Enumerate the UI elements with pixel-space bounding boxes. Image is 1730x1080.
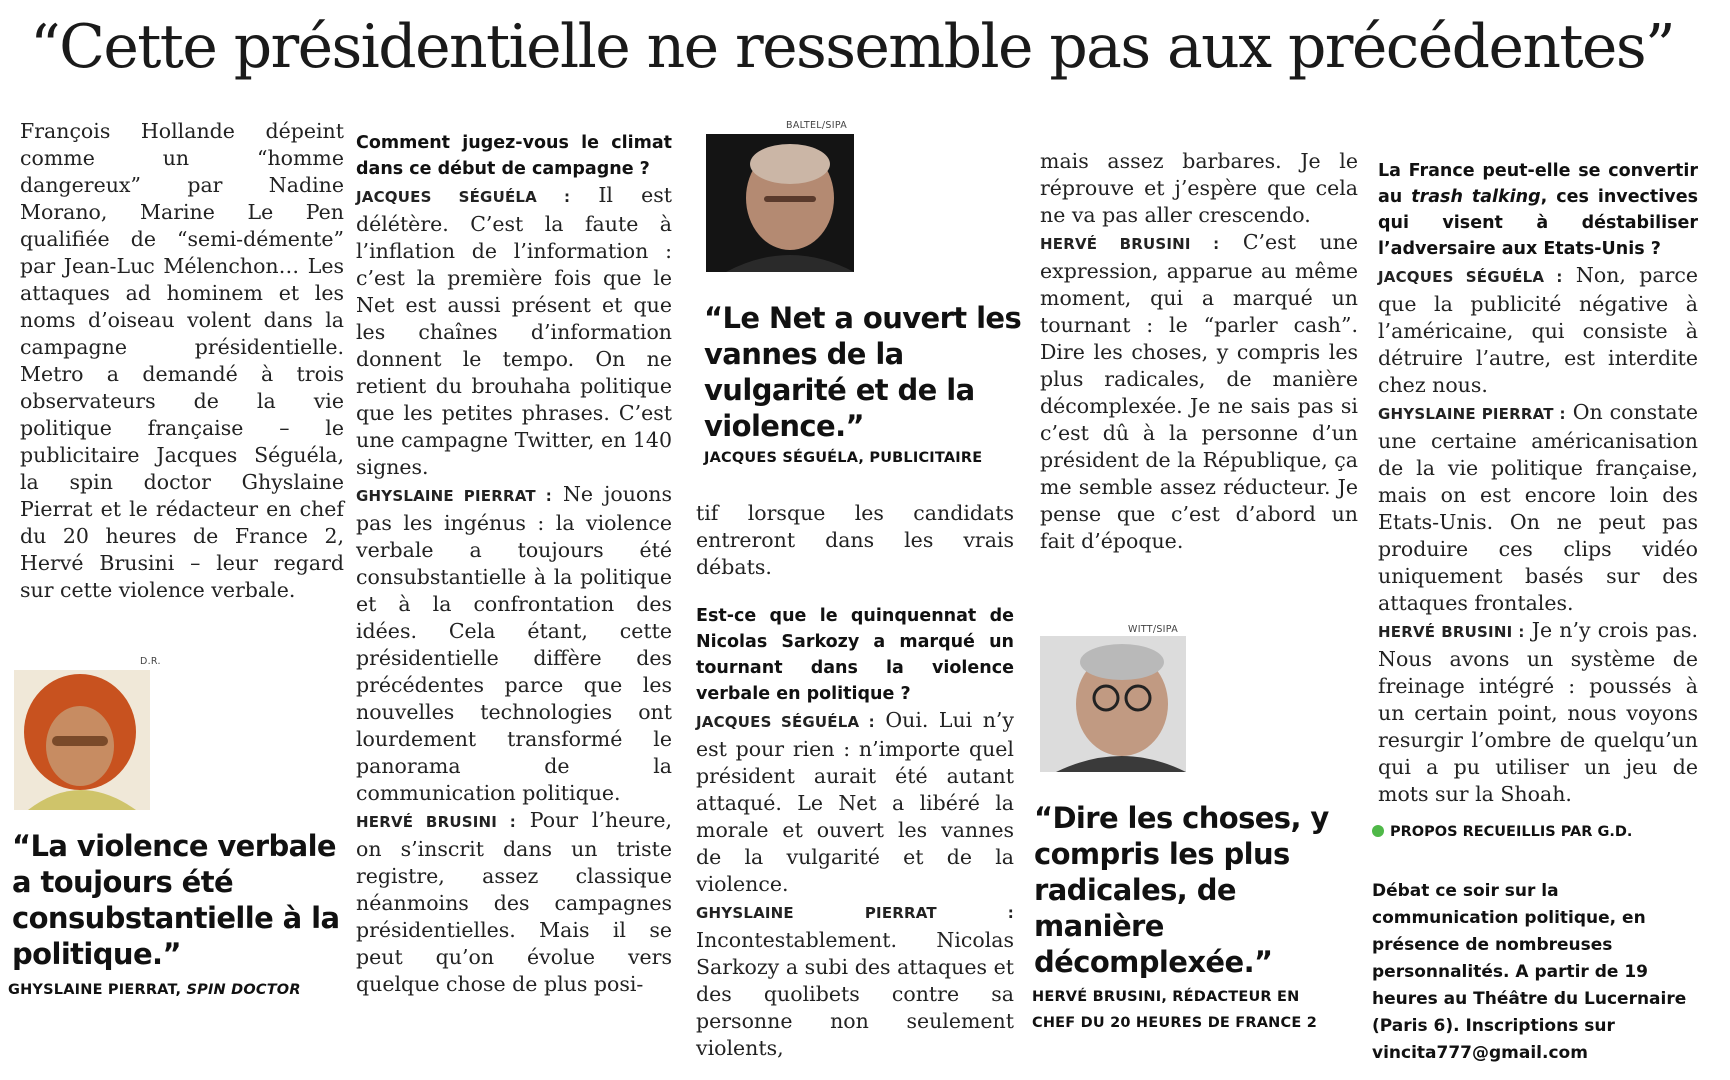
question-2: Est-ce que le quinquennat de Nicolas Sarkozy a marqué un tournant dans la violence verbale en politique ? — [696, 606, 1014, 704]
speaker-label: GHYSLAINE PIERRAT : — [696, 904, 1014, 922]
photo-credit-seguela: BALTEL/SIPA — [786, 120, 848, 131]
signature — [1372, 824, 1632, 840]
byline-seguela: JACQUES SÉGUÉLA, PUBLICITAIRE — [704, 450, 983, 466]
headline: “Cette présidentielle ne ressemble pas aux précédentes” — [30, 12, 1675, 82]
answer-q1-pierrat — [356, 481, 672, 807]
answer-q2-brusini — [1040, 229, 1358, 555]
answer-q1-brusini-part1 — [356, 807, 672, 998]
portrait-herve-brusini — [1040, 636, 1186, 772]
column-2 — [356, 130, 672, 998]
answer-q1-brusini-part2: tif lorsque les candidats entreront dans les vrais débats. — [696, 501, 1014, 579]
column-4 — [1040, 148, 1358, 555]
pull-quote-pierrat: “La violence verbale a toujours été consubstantielle à la politique.” — [12, 829, 340, 971]
column-5 — [1378, 158, 1698, 808]
answer-text: Non, parce que la publicité négative à l’américaine, qui consiste à détruire l’autre, est interdite chez nous. — [1378, 263, 1698, 397]
question-3-part2: , ces invectives qui visent à déstabiliser l’adversaire aux Etats-Unis ? — [1378, 187, 1698, 259]
intro-text: François Hollande dépeint comme un “homme dangereux” par Nadine Morano, Marine Le Pen qualifiée de “semi-démente” par Jean-Luc Mélenchon… Les attaques ad hominem et les noms d’oiseau volent dans la campagne présidentielle. Metro a demandé à trois observateurs de la vie politique française – le publicitaire Jacques Séguéla, la spin doctor Ghyslaine Pierrat et le rédacteur en chef du 20 heures de France 2, Hervé Brusini – leur regard sur cette violence verbale. — [20, 119, 344, 602]
answer-text: On constate une certaine américanisation de la vie politique française, mais on est encore loin des Etats-Unis. On ne peut pas produire ces clips vidéo uniquement basés sur des attaques frontales. — [1378, 400, 1698, 615]
answer-text: Incontestablement. Nicolas Sarkozy a subi des attaques et des quolibets contre sa personne non seulement violents, — [696, 928, 1014, 1060]
answer-q3-pierrat — [1378, 399, 1698, 617]
answer-text: Je n’y crois pas. Nous avons un système de freinage intégré : poussés à un certain point, nous voyons resurgir l’ombre de quelqu’un qui a pu utiliser un jeu de mots sur la Shoah. — [1378, 618, 1698, 806]
column-3 — [696, 500, 1014, 1062]
speaker-label: JACQUES SÉGUÉLA : — [356, 188, 571, 206]
pull-quote-seguela: “Le Net a ouvert les vannes de la vulgarité et de la violence.” — [704, 301, 1022, 443]
portrait-illustration — [706, 134, 854, 272]
speaker-label: GHYSLAINE PIERRAT : — [1378, 405, 1566, 423]
speaker-label: HERVÉ BRUSINI : — [1378, 623, 1525, 641]
answer-text: C’est une expression, apparue au même moment, qui a marqué un tournant : le “parler cash”. Dire les choses, y compris les plus radicales, de manière décomplexée. Je ne sais pas si c’est dû à la personne d’un président de la République, ça me semble assez réducteur. Je pense que c’est d’abord un fait d’époque. — [1040, 230, 1358, 553]
green-dot-icon — [1372, 825, 1384, 837]
question-1: Comment jugez-vous le climat dans ce début de campagne ? — [356, 133, 672, 179]
event-announcement: Débat ce soir sur la communication politique, en présence de nombreuses personnalités. A partir de 19 heures au Théâtre du Lucernaire (Paris 6). Inscriptions sur vincita777@gmail.com — [1372, 881, 1687, 1063]
answer-text: Il est délétère. C’est la faute à l’inflation de l’information : c’est la première fois que le Net est aussi présent et que les chaînes d’information donnent le tempo. On ne retient du brouhaha politique que les petites phrases. C’est une campagne Twitter, en 140 signes. — [356, 183, 672, 479]
portrait-illustration — [14, 670, 150, 810]
byline-pierrat-name: GHYSLAINE PIERRAT, — [8, 982, 182, 998]
answer-q2-pierrat-part2: mais assez barbares. Je le réprouve et j’espère que cela ne va pas aller crescendo. — [1040, 149, 1358, 227]
speaker-label: GHYSLAINE PIERRAT : — [356, 487, 552, 505]
answer-text: Ne jouons pas les ingénus : la violence verbale a toujours été consubstantielle à la politique et à la confrontation des idées. Cela étant, cette présidentielle diffère des précédentes parce que les nouvelles technologies ont lourdement transformé le panorama de la communication politique. — [356, 482, 672, 805]
portrait-ghyslaine-pierrat — [14, 670, 150, 810]
pull-quote-brusini: “Dire les choses, y compris les plus radicales, de manière décomplexée.” — [1034, 801, 1329, 979]
answer-q2-seguela — [696, 707, 1014, 898]
answer-text: Oui. Lui n’y est pour rien : n’importe quel président aurait été autant attaqué. Le Net a libéré la morale et ouvert les vannes de la vulgarité et de la violence. — [696, 708, 1014, 896]
question-3-emphasis: trash talking — [1411, 187, 1541, 207]
answer-q1-seguela — [356, 182, 672, 481]
byline-pierrat — [8, 982, 344, 998]
speaker-label: HERVÉ BRUSINI : — [356, 813, 516, 831]
intro-paragraph — [20, 118, 344, 604]
answer-text: Pour l’heure, on s’inscrit dans un triste registre, assez classique néanmoins des campagnes présidentielles. Mais il se peut qu’on évolue vers quelque chose de plus posi- — [356, 808, 672, 996]
speaker-label: HERVÉ BRUSINI : — [1040, 235, 1220, 253]
answer-q3-seguela — [1378, 262, 1698, 399]
speaker-label: JACQUES SÉGUÉLA : — [696, 713, 875, 731]
byline-brusini: HERVÉ BRUSINI, RÉDACTEUR EN CHEF DU 20 HEURES DE FRANCE 2 — [1032, 989, 1317, 1031]
question-3-part1: La France peut-elle se convertir au — [1378, 161, 1698, 207]
answer-q3-brusini — [1378, 617, 1698, 808]
byline-pierrat-role: SPIN DOCTOR — [186, 982, 301, 998]
speaker-label: JACQUES SÉGUÉLA : — [1378, 268, 1563, 286]
portrait-jacques-seguela — [706, 134, 854, 272]
portrait-illustration — [1040, 636, 1186, 772]
photo-credit-pierrat: D.R. — [140, 656, 161, 667]
photo-credit-brusini: WITT/SIPA — [1128, 624, 1178, 635]
question-3 — [1378, 158, 1698, 262]
signature-text: PROPOS RECUEILLIS PAR G.D. — [1390, 824, 1633, 840]
answer-q2-pierrat-part1 — [696, 898, 1014, 1062]
